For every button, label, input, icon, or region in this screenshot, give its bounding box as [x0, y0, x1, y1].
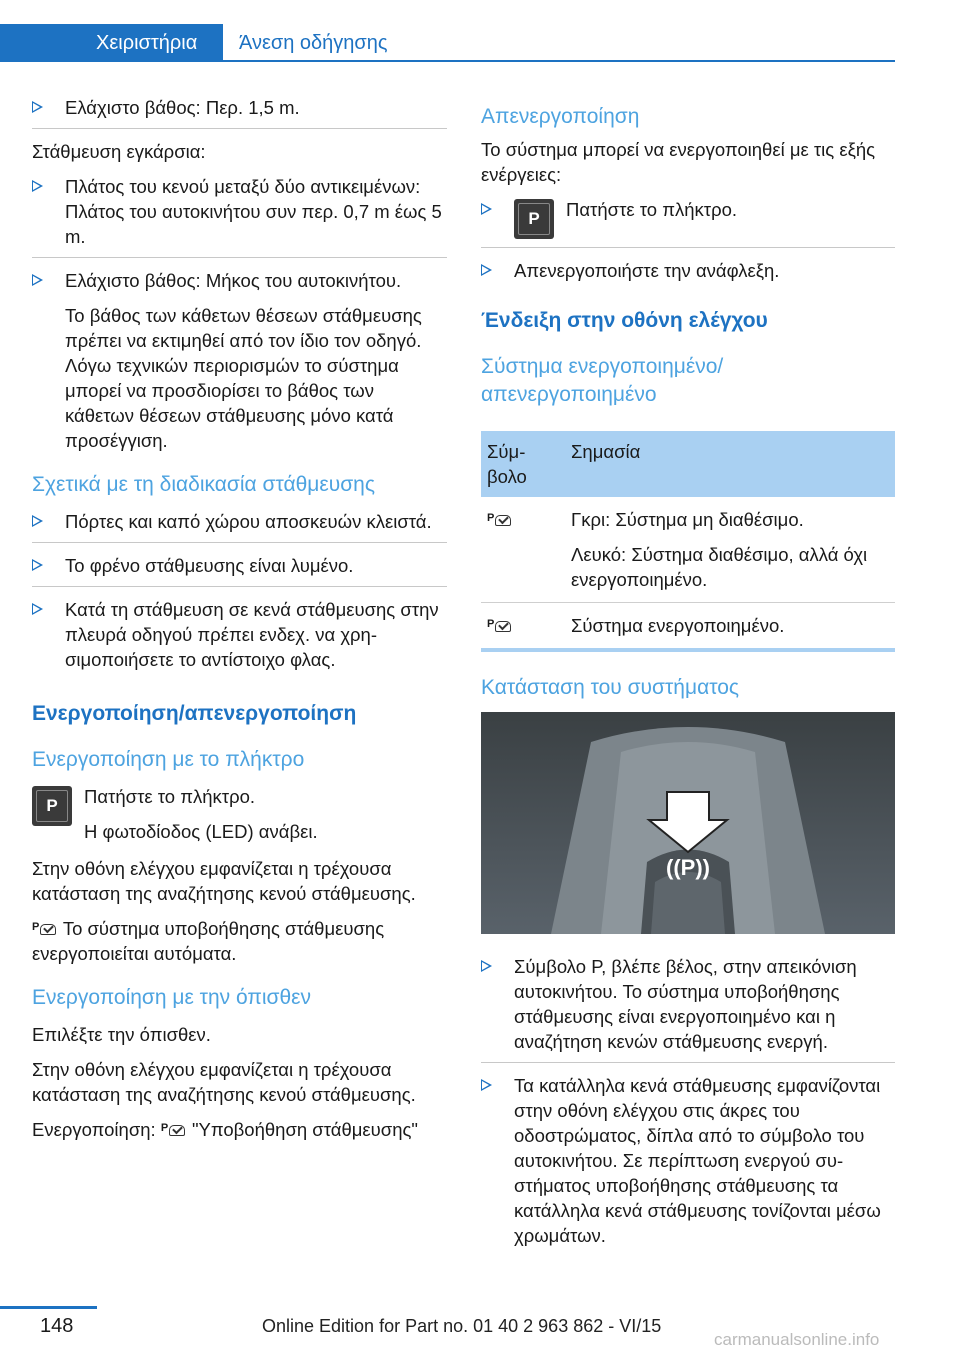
paragraph: Στην οθόνη ελέγχου εμφανίζεται η τρέχουσα κατάσταση της αναζήτησης κενού στάθμευσης. — [32, 858, 416, 904]
bullet-triangle-icon — [32, 274, 43, 286]
header-divider — [0, 60, 895, 62]
parking-assist-symbol-icon: P — [487, 508, 513, 530]
list-item: Απενεργοποιήστε την ανάφλεξη. — [481, 258, 895, 283]
table-cell: Λευκό: Σύστημα διαθέσιμο, αλλά όχι ενεργοποιημένο. — [571, 544, 868, 590]
parking-assist-symbol-icon: P — [487, 614, 513, 636]
bullet-triangle-icon — [32, 559, 43, 571]
tab-controls[interactable]: Χειριστήρια — [0, 24, 223, 62]
subsection-heading: Σύστημα ενεργοποιημένο/ απενεργοποιημένο — [481, 355, 724, 406]
list-item: Κατά τη στάθμευση σε κενά στάθμευσης στην πλευρά οδηγού πρέπει ενδεχ. να χρησιμοποιήσετε το αντίστοιχο φλας. — [32, 597, 447, 672]
parking-assist-symbol-icon: P — [32, 917, 58, 939]
paragraph: Επιλέξτε την όπισθεν. — [32, 1024, 211, 1045]
paragraph: Το σύστημα μπορεί να ενεργοποιηθεί με τις εξής ενέργειες: — [481, 139, 876, 185]
list-item: P Πατήστε το πλήκτρο. — [481, 197, 895, 239]
list-item: Σύμβολο P, βλέπε βέλος, στην απεικόνιση αυτοκινήτου. Το σύστημα υποβοήθησης στάθμευσης είναι ενεργοποιημένο και η αναζήτηση κενών στάθμευσης ενεργή. — [481, 954, 895, 1054]
bullet-triangle-icon — [481, 203, 492, 215]
table-row — [481, 497, 895, 603]
table-header-cell: Σύμβολο — [481, 431, 565, 497]
section-heading: Σχετικά με τη διαδικασία στάθμευσης — [32, 473, 375, 496]
page-number: 148 — [40, 1315, 74, 1337]
divider — [32, 128, 447, 129]
table-row — [481, 603, 895, 651]
car-display-graphic — [481, 712, 895, 934]
table-cell: Γκρι: Σύστημα μη διαθέσιμο. — [571, 509, 804, 530]
bullet-triangle-icon — [32, 515, 43, 527]
edition-text: Online Edition for Part no. 01 40 2 963 862 - VI/15 — [262, 1316, 662, 1336]
footer-divider — [0, 1306, 97, 1309]
table-header-cell: Σημασία — [565, 431, 895, 497]
paragraph: Το βάθος των κάθετων θέσεων στάθμευσης πρέπει να εκτιμηθεί από τον ίδιο τον οδηγό. Λόγω τεχνικών περιορισμών το σύστημα μπορεί να προσδιορίσει το βάθος των κάθετων θέσεων στάθμευσης μόνο κατά προσέγγιση. — [65, 305, 422, 451]
subsection-heading: Κατάσταση του συστήματος — [481, 676, 740, 699]
watermark: carmanualsonline.info — [714, 1330, 880, 1349]
symbol-table — [481, 431, 895, 652]
divider — [481, 247, 895, 248]
section-heading: Ενεργοποίηση/απενεργοποίηση — [32, 702, 357, 725]
parking-assist-symbol-icon: P — [161, 1118, 187, 1140]
parking-assist-button-icon: P — [32, 786, 72, 826]
list-item: Ελάχιστο βάθος: Μήκος του αυτοκινήτου. — [32, 268, 447, 293]
svg-text:((P)): ((P)) — [666, 855, 710, 880]
list-item: Ελάχιστο βάθος: Περ. 1,5 m. — [32, 95, 447, 120]
subsection-heading: Ενεργοποίηση με το πλήκτρο — [32, 748, 305, 771]
subsection-heading: Απενεργοποίηση — [481, 105, 640, 128]
bullet-triangle-icon — [481, 264, 492, 276]
divider — [32, 542, 447, 543]
divider — [32, 257, 447, 258]
list-item: Πλάτος του κενού μεταξύ δύο αντικειμένων: Πλάτος του αυτοκινήτου συν περ. 0,7 m έως 5 m. — [32, 174, 447, 249]
list-item: Το φρένο στάθμευσης είναι λυμένο. — [32, 553, 447, 578]
bullet-triangle-icon — [32, 603, 43, 615]
bullet-triangle-icon — [481, 960, 492, 972]
table-header — [481, 431, 895, 497]
list-item: Πόρτες και καπό χώρου αποσκευών κλειστά. — [32, 509, 447, 534]
parking-assist-button-icon: P — [514, 199, 554, 239]
paragraph: Στην οθόνη ελέγχου εμφανίζεται η τρέχουσα κατάσταση της αναζήτησης κενού στάθμευσης. — [32, 1059, 416, 1105]
subsection-heading: Ενεργοποίηση με την όπισθεν — [32, 986, 312, 1009]
paragraph: Πατήστε το πλήκτρο. — [84, 786, 256, 807]
bullet-triangle-icon — [481, 1079, 492, 1091]
right-column — [481, 95, 895, 1248]
list-item: Τα κατάλληλα κενά στάθμευσης εμφανίζονται στην οθόνη ελέγχου στις άκρες του οδοστρώματος, δίπλα από το σύμβολο του αυτοκινήτου. Σε περίπτωση ενεργού συστήματος υποβοήθησης στάθμευσης τα κατάλληλα κενά στάθμευσης τονίζονται μέσω χρωμάτων. — [481, 1073, 895, 1248]
bullet-triangle-icon — [32, 180, 43, 192]
left-column — [32, 95, 447, 1152]
tab-driving-comfort[interactable]: Άνεση οδήγησης — [239, 32, 388, 54]
page-header — [0, 0, 960, 62]
paragraph: Στάθμευση εγκάρσια: — [32, 141, 206, 162]
button-instruction — [32, 784, 447, 844]
section-heading: Ένδειξη στην οθόνη ελέγχου — [481, 309, 768, 332]
bullet-triangle-icon — [32, 101, 43, 113]
divider — [481, 1062, 895, 1063]
car-display-illustration — [481, 712, 895, 934]
table-cell: Σύστημα ενεργοποιημένο. — [565, 603, 895, 651]
divider — [32, 586, 447, 587]
paragraph: Η φωτοδίοδος (LED) ανάβει. — [84, 821, 318, 842]
paragraph: P Το σύστημα υποβοήθησης στάθμευσης ενεργοποιείται αυτόματα. — [32, 918, 385, 964]
paragraph: Ενεργοποίηση: P "Υποβοήθηση στάθμευσης" — [32, 1119, 418, 1140]
